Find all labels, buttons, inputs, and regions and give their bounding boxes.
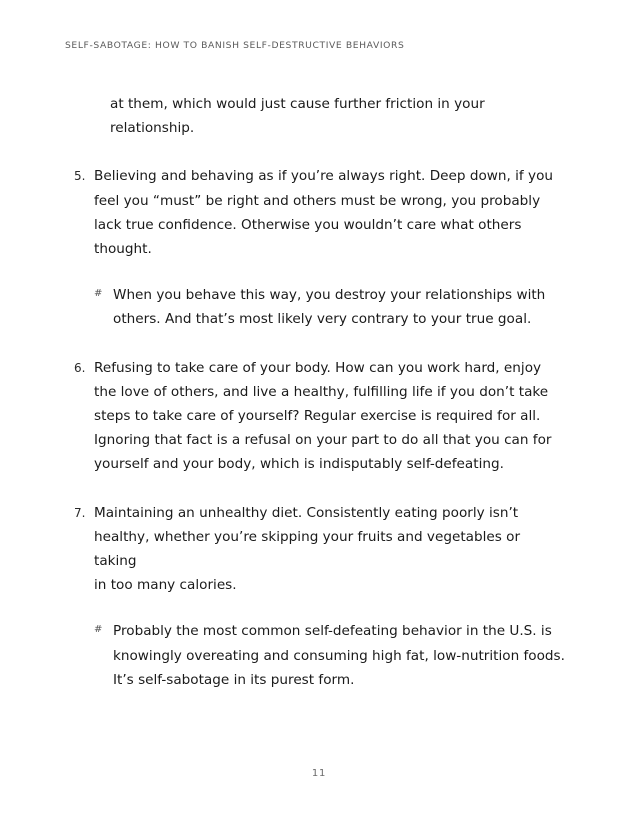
hash-bullet-icon: # xyxy=(94,624,103,636)
text-line: feel you “must” be right and others must be wrong, you probably xyxy=(94,192,541,209)
continued-paragraph xyxy=(0,92,550,140)
sub-point xyxy=(0,283,568,331)
list-number: 5. xyxy=(74,169,86,184)
text-line: the love of others, and live a healthy, fulfilling life if you don’t take xyxy=(94,383,549,400)
list-item-6 xyxy=(0,356,564,477)
text-line: It’s self-sabotage in its purest form. xyxy=(113,671,355,688)
text-line: lack true confidence. Otherwise you wouldn’t care what others xyxy=(94,216,522,233)
text-line: relationship. xyxy=(110,120,195,137)
text-line: healthy, whether you’re skipping your fruits and vegetables or taking xyxy=(94,528,521,570)
text-line: at them, which would just cause further friction in your xyxy=(110,96,485,112)
text-line: in too many calories. xyxy=(94,577,237,594)
text-line: steps to take care of yourself? Regular exercise is required for all. xyxy=(94,408,541,425)
text-line: Probably the most common self-defeating behavior in the U.S. is xyxy=(113,623,552,640)
text-line: When you behave this way, you destroy your relationships with xyxy=(113,287,546,304)
text-line: Ignoring that fact is a refusal on your part to do all that you can for xyxy=(94,432,552,449)
text-line: Refusing to take care of your body. How can you work hard, enjoy xyxy=(94,359,542,376)
list-item-5 xyxy=(0,164,564,261)
running-header: SELF-SABOTAGE: HOW TO BANISH SELF-DESTRUCTIVE BEHAVIORS xyxy=(65,40,405,51)
text-line: Maintaining an unhealthy diet. Consistently eating poorly isn’t xyxy=(94,504,519,521)
hash-bullet-icon: # xyxy=(94,288,103,300)
page-number: 11 xyxy=(311,768,327,779)
list-item-7 xyxy=(0,501,564,598)
text-line: yourself and your body, which is indisputably self-defeating. xyxy=(94,456,504,473)
sub-point xyxy=(0,619,568,692)
list-number: 7. xyxy=(74,505,86,520)
text-line: others. And that’s most likely very contrary to your true goal. xyxy=(113,311,532,328)
page-body xyxy=(0,92,638,692)
text-line: thought. xyxy=(94,241,152,258)
text-line: Believing and behaving as if you’re always right. Deep down, if you xyxy=(94,168,554,185)
text-line: knowingly overeating and consuming high fat, low-nutrition foods. xyxy=(113,647,565,664)
list-number: 6. xyxy=(74,360,86,375)
